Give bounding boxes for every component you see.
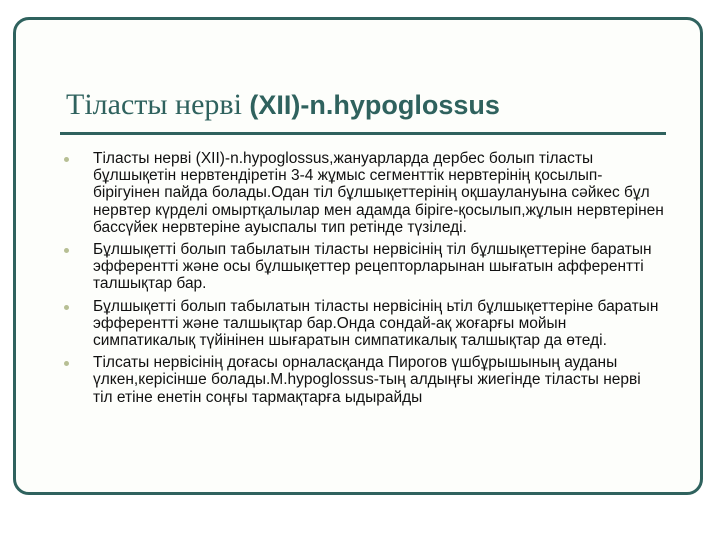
bullet-text: Тіласты нерві (XII)-n.hypoglossus,жануарларда дербес болып тіласты бұлшықетін нервтендіретін 3-4 жұмыс сегменттік нервтерінің қосылып-бірігуінен пайда болады.Одан тіл бұлшықеттерінің оқшаулануына сәйкес бұл нервтер күрделі омыртқалылар мен адамда біріге-қосылып,жұлын нервтерінен бассүйек нервтеріне ауыспалы тип ретінде түзіледі. <box>93 150 664 236</box>
list-item <box>64 354 664 406</box>
bullet-icon <box>64 248 69 253</box>
bullet-text: Бұлшықетті болып табылатын тіласты нервісінің ьтіл бұлшықеттеріне баратын эфферентті және талшықтар бар.Онда сондай-ақ жоғарғы мойын симпатикалық түйінінен шығаратын симпатикалық талшықтар да өтеді. <box>93 297 659 350</box>
title-underline <box>60 132 666 135</box>
bullet-text: Тілсаты нервісінің доғасы орналасқанда Пирогов үшбұрышының ауданы үлкен,керісінше болады.M.hypoglossus-тың алдыңғы жиегінде тіласты нерві тіл етіне енетін соңғы тармақтарға ыдырайды <box>93 354 641 406</box>
bullet-text: Бұлшықетті болып табылатын тіласты нервісінің тіл бұлшықеттеріне баратын эфферентті және осы бұлшықеттер рецепторларынан шығатын афферентті талшықтар бар. <box>93 241 652 293</box>
bullet-icon <box>64 305 69 310</box>
list-item <box>64 298 664 350</box>
title-text: Тіласты нерві <box>66 88 250 121</box>
slide-title <box>66 88 666 122</box>
title-bold-text: (XII)-n.hypoglossus <box>249 90 500 120</box>
bullet-icon <box>64 361 69 366</box>
list-item <box>64 241 664 293</box>
bullet-list <box>64 150 664 411</box>
list-item <box>64 150 664 236</box>
bullet-icon <box>64 157 69 162</box>
